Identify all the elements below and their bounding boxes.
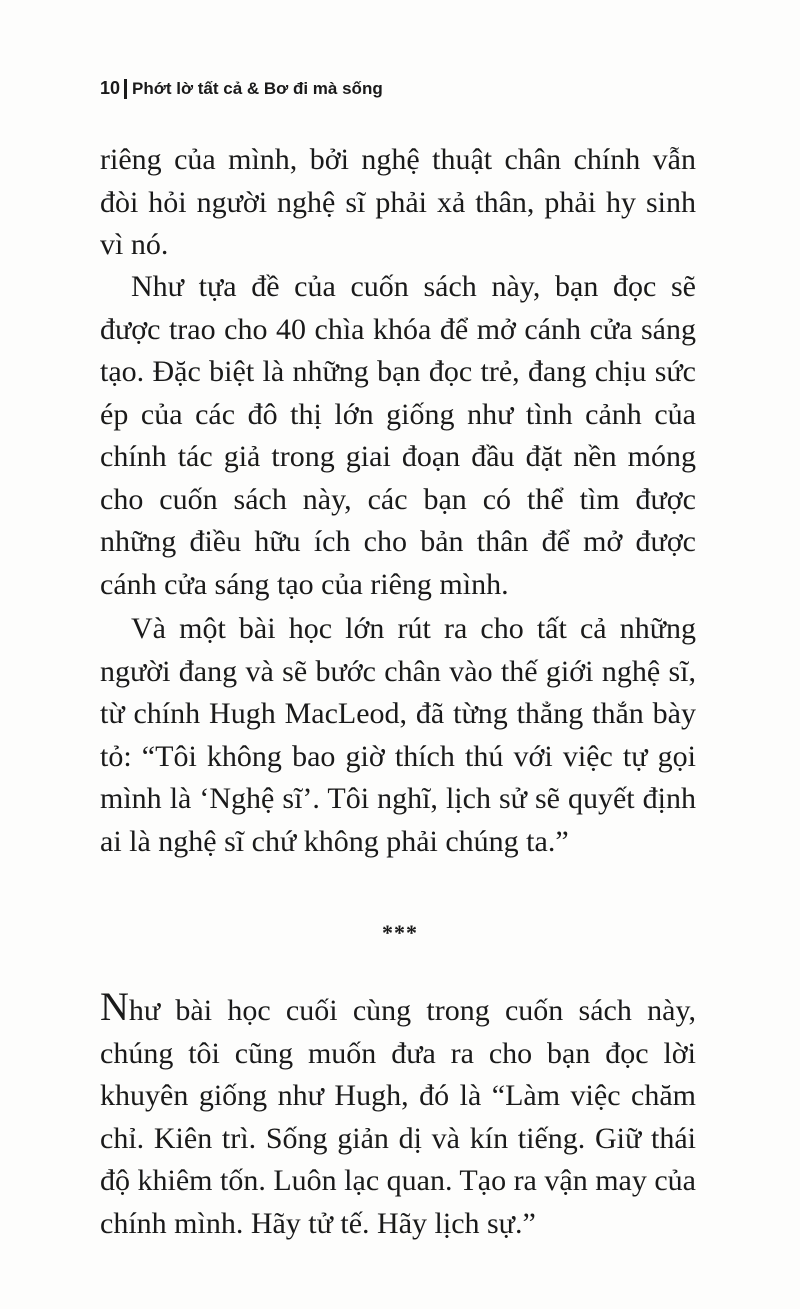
paragraph-4-body: hư bài học cuối cùng trong cuốn sách này, chúng tôi cũng muốn đưa ra cho bạn đọc lời khuyên giống như Hugh, đó là “Làm việc chăm chỉ. Kiên trì. Sống giản dị và kín tiếng. Giữ thái độ khiêm tốn. Luôn lạc quan. Tạo ra vận may của chính mình. Hãy tử tế. Hãy lịch sự.”	[100, 994, 696, 1240]
header-separator	[124, 79, 127, 99]
book-title: Phớt lờ tất cả & Bơ đi mà sống	[132, 78, 383, 98]
paragraph-2-text: Như tựa đề của cuốn sách này, bạn đọc sẽ được trao cho 40 chìa khóa để mở cánh cửa sáng tạo. Đặc biệt là những bạn đọc trẻ, đang chịu sức ép của các đô thị lớn giống như tình cảnh của chính tác giả trong giai đoạn đầu đặt nền móng cho cuốn sách này, các bạn có thể tìm được những điều hữu ích cho bản thân để mở được cánh cửa sáng tạo của riêng mình.	[100, 270, 696, 601]
page-number: 10	[100, 78, 121, 98]
running-header	[100, 78, 383, 99]
paragraph-2	[100, 266, 696, 606]
paragraph-continued	[100, 139, 696, 267]
paragraph-1-text: riêng của mình, bởi nghệ thuật chân chính vẫn đòi hỏi người nghệ sĩ phải xả thân, phải hy sinh vì nó.	[100, 143, 696, 261]
initial-letter: N	[100, 984, 129, 1029]
paragraph-4-text	[100, 984, 696, 1245]
paragraph-4	[100, 984, 696, 1245]
paragraph-3	[100, 608, 696, 863]
paragraph-3-text: Và một bài học lớn rút ra cho tất cả những người đang và sẽ bước chân vào thế giới nghệ sĩ, từ chính Hugh MacLeod, đã từng thẳng thắn bày tỏ: “Tôi không bao giờ thích thú với việc tự gọi mình là ‘Nghệ sĩ’. Tôi nghĩ, lịch sử sẽ quyết định ai là nghệ sĩ chứ không phải chúng ta.”	[100, 612, 696, 858]
section-divider: ***	[382, 920, 418, 945]
